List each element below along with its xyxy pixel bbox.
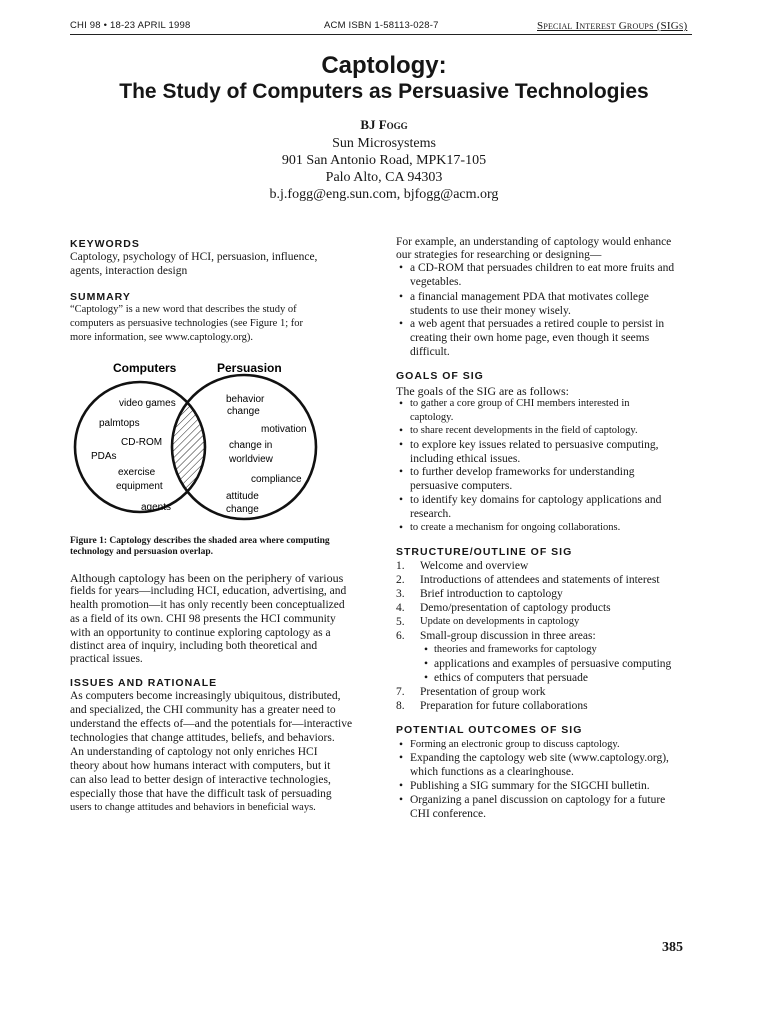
bullet-icon: •	[399, 494, 404, 506]
author-name: BJ Fogg	[360, 117, 408, 132]
bullet-icon: •	[399, 291, 404, 303]
bullet-icon: •	[399, 794, 404, 806]
venn-diagram	[70, 356, 372, 536]
running-header-left: CHI 98 • 18-23 APRIL 1998	[70, 20, 191, 31]
figure-caption: technology and persuasion overlap.	[70, 547, 214, 557]
structure-item: Small-group discussion in three areas:	[420, 630, 596, 642]
goal-item-line: captology.	[410, 412, 454, 423]
structure-heading: STRUCTURE/OUTLINE OF SIG	[396, 546, 573, 558]
goal-item-line: research.	[410, 508, 452, 520]
persuasion-item: change	[226, 504, 259, 515]
bullet-icon: •	[399, 466, 404, 478]
page-number: 385	[662, 940, 683, 955]
bullet-icon: •	[424, 672, 429, 684]
structure-number: 8.	[396, 700, 405, 712]
issues-line: An understanding of captology not only enriches HCI	[70, 746, 318, 758]
issues-line: and specialized, the CHI community has a greater need to	[70, 704, 336, 716]
goal-item-line: persuasive computers.	[410, 480, 513, 492]
structure-item: Welcome and overview	[420, 560, 529, 572]
structure-item: Preparation for future collaborations	[420, 700, 588, 712]
bullet-icon: •	[399, 398, 404, 410]
structure-number: 3.	[396, 588, 405, 600]
persuasion-item: motivation	[261, 424, 307, 435]
goal-item-line: including ethical issues.	[410, 453, 521, 465]
persuasion-item: compliance	[251, 474, 302, 485]
computers-item: palmtops	[99, 418, 140, 429]
issues-line: theory about how humans interact with computers, but it	[70, 760, 331, 772]
structure-item: Introductions of attendees and statements of interest	[420, 574, 660, 586]
structure-number: 5.	[396, 616, 405, 628]
right-intro-line: our strategies for researching or designing—	[396, 249, 602, 261]
structure-number: 4.	[396, 602, 405, 614]
intro-line: as a field of its own. CHI 98 presents the HCI community	[70, 613, 336, 625]
keywords-heading: KEYWORDS	[70, 238, 140, 250]
structure-subitem: theories and frameworks for captology	[434, 644, 597, 655]
issues-line: technologies that change attitudes, beliefs, and behaviors.	[70, 732, 335, 744]
outcome-item-line: Publishing a SIG summary for the SIGCHI bulletin.	[410, 780, 650, 792]
intro-line: with an opportunity to continue exploring captology as a	[70, 627, 331, 639]
goal-item-line: to create a mechanism for ongoing collaborations.	[410, 522, 621, 533]
example-item-line: a web agent that persuades a retired couple to persist in	[410, 318, 665, 330]
goal-item-line: to share recent developments in the field of captology.	[410, 425, 638, 436]
issues-heading: ISSUES AND RATIONALE	[70, 677, 218, 689]
structure-subitem: applications and examples of persuasive computing	[434, 658, 672, 670]
summary-line: more information, see www.captology.org).	[70, 332, 254, 343]
goal-item-line: to identify key domains for captology applications and	[410, 494, 662, 506]
example-item-line: vegetables.	[410, 276, 462, 288]
bullet-icon: •	[399, 425, 404, 437]
running-header-center: ACM ISBN 1-58113-028-7	[324, 20, 439, 31]
bullet-icon: •	[424, 658, 429, 670]
issues-line: understand the effects of—and the potentials for—interactive	[70, 718, 353, 730]
example-item-line: students to use their money wisely.	[410, 305, 571, 317]
issues-line: users to change attitudes and behaviors in beneficial ways.	[70, 802, 316, 813]
bullet-icon: •	[399, 262, 404, 274]
computers-item: agents	[141, 502, 172, 513]
figure-caption: Figure 1: Captology describes the shaded area where computing	[70, 536, 330, 546]
structure-number: 6.	[396, 630, 405, 642]
persuasion-label: Persuasion	[217, 361, 282, 375]
keywords-line: agents, interaction design	[70, 265, 188, 277]
bullet-icon: •	[424, 644, 429, 656]
structure-subitem: ethics of computers that persuade	[434, 672, 588, 684]
author-email: b.j.fogg@eng.sun.com, bjfogg@acm.org	[269, 187, 499, 202]
computers-label: Computers	[113, 361, 177, 375]
running-header-right: Special Interest Groups (SIGs)	[537, 20, 688, 32]
outcome-item-line: Organizing a panel discussion on captology for a future	[410, 794, 666, 806]
persuasion-item: behavior	[226, 394, 265, 405]
summary-line: computers as persuasive technologies (see Figure 1; for	[70, 318, 303, 329]
structure-number: 1.	[396, 560, 405, 572]
outcome-item-line: Expanding the captology web site (www.captology.org),	[410, 752, 669, 764]
intro-line: health promotion—it has only recently been conceptualized	[70, 599, 345, 611]
outcome-item-line: which functions as a clearinghouse.	[410, 766, 574, 778]
goal-item-line: to explore key issues related to persuasive computing,	[410, 439, 659, 451]
issues-line: As computers become increasingly ubiquitous, distributed,	[70, 690, 341, 702]
example-item-line: difficult.	[410, 346, 450, 358]
computers-item: PDAs	[91, 451, 117, 462]
goal-item-line: to further develop frameworks for understanding	[410, 466, 635, 478]
author-org: Sun Microsystems	[332, 136, 436, 151]
intro-line: fields for years—including HCI, education, advertising, and	[70, 585, 347, 597]
summary-heading: SUMMARY	[70, 291, 131, 303]
keywords-line: Captology, psychology of HCI, persuasion, influence,	[70, 251, 318, 263]
summary-line: “Captology” is a new word that describes the study of	[70, 304, 297, 315]
goals-heading: GOALS OF SIG	[396, 370, 484, 382]
header-rule	[70, 34, 692, 35]
structure-item: Demo/presentation of captology products	[420, 602, 611, 614]
paper-title: Captology:	[321, 52, 447, 79]
persuasion-item: attitude	[226, 491, 259, 502]
bullet-icon: •	[399, 522, 404, 534]
structure-number: 7.	[396, 686, 405, 698]
bullet-icon: •	[399, 752, 404, 764]
example-item-line: a financial management PDA that motivates college	[410, 291, 649, 303]
goals-intro: The goals of the SIG are as follows:	[396, 384, 569, 398]
intro-line: Although captology has been on the periphery of various	[70, 571, 344, 585]
bullet-icon: •	[399, 439, 404, 451]
author-address: 901 San Antonio Road, MPK17-105	[281, 153, 487, 168]
issues-line: can also lead to better design of interactive technologies,	[70, 774, 331, 786]
author-city: Palo Alto, CA 94303	[325, 170, 443, 185]
paper-subtitle: The Study of Computers as Persuasive Technologies	[119, 80, 649, 103]
bullet-icon: •	[399, 780, 404, 792]
outcome-item-line: Forming an electronic group to discuss captology.	[410, 739, 620, 750]
structure-item: Update on developments in captology	[420, 616, 580, 627]
structure-item: Brief introduction to captology	[420, 588, 563, 600]
right-intro-line: For example, an understanding of captology would enhance	[396, 236, 672, 248]
bullet-icon: •	[399, 318, 404, 330]
computers-item: equipment	[116, 481, 163, 492]
structure-number: 2.	[396, 574, 405, 586]
issues-line: especially those that have the difficult task of persuading	[70, 788, 332, 800]
outcomes-heading: POTENTIAL OUTCOMES OF SIG	[396, 724, 583, 736]
computers-item: video games	[119, 398, 176, 409]
intro-line: distinct area of inquiry, including both theoretical and	[70, 640, 318, 652]
persuasion-item: change	[227, 406, 260, 417]
persuasion-item: change in	[229, 440, 273, 451]
persuasion-item: worldview	[229, 454, 273, 465]
structure-item: Presentation of group work	[420, 686, 546, 698]
example-item-line: creating their own home page, even though it seems	[410, 332, 650, 344]
computers-item: exercise	[118, 467, 156, 478]
intro-line: practical issues.	[70, 653, 143, 665]
example-item-line: a CD-ROM that persuades children to eat more fruits and	[410, 262, 675, 274]
outcome-item-line: CHI conference.	[410, 808, 486, 820]
goal-item-line: to gather a core group of CHI members interested in	[410, 398, 630, 409]
bullet-icon: •	[399, 739, 404, 751]
computers-item: CD-ROM	[121, 437, 163, 448]
